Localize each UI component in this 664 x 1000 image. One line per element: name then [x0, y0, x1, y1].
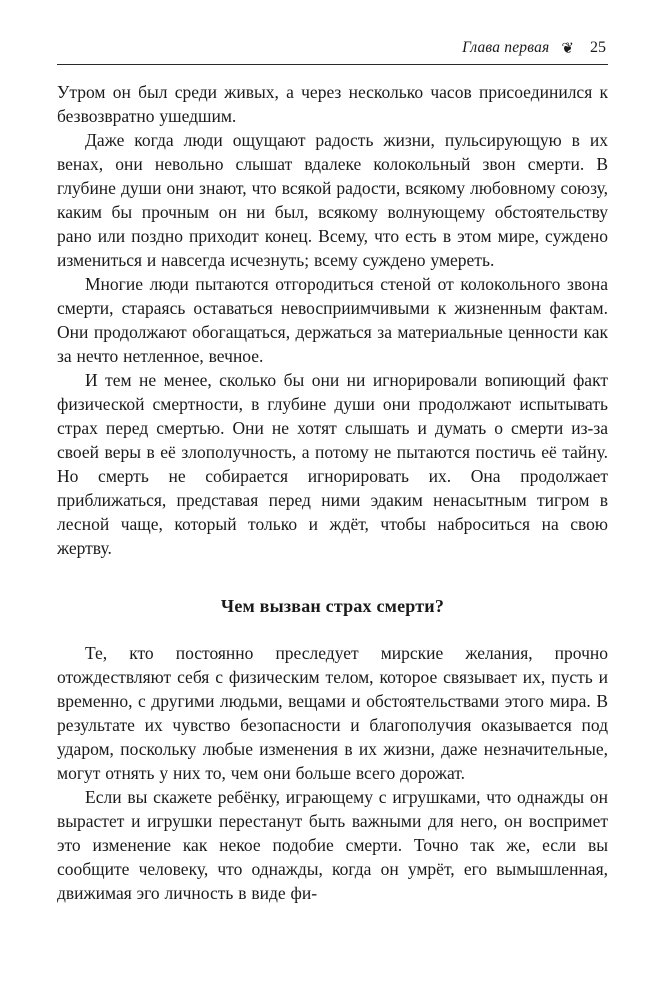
- header-rule: [57, 64, 608, 65]
- floral-ornament-icon: ❦: [561, 41, 574, 57]
- paragraph: И тем не менее, сколько бы они ни игнорировали вопиющий факт физической смертности, в глубине души они продолжают испытывать страх перед смертью. Они не хотят слышать и думать о смерти из-за своей веры в её злополучность, а потому не пытаются постичь её тайну. Но смерть не собирается игнорировать их. Она продолжает приближаться, представая перед ними эдаким ненасытным тигром в лесной чаще, который только и ждёт, чтобы наброситься на свою жертву.: [57, 370, 608, 558]
- running-header: [57, 38, 608, 57]
- paragraph: Те, кто постоянно преследует мирские желания, прочно отождествляют себя с физическим телом, которое связывает их, пусть и временно, с другими людьми, вещами и обстоятельствами этого мира. В результате их чувство безопасности и благополучия оказывается под ударом, поскольку любые изменения в их жизни, даже незначительные, могут отнять у них то, чем они больше всего дорожат.: [57, 643, 608, 783]
- section-heading: Чем вызван страх смерти?: [220, 596, 445, 616]
- page-number: 25: [590, 39, 606, 56]
- chapter-title: Глава первая: [462, 39, 550, 56]
- paragraph: Если вы скажете ребёнку, играющему с игрушками, что однажды он вырастет и игрушки перестанут быть важными для него, он воспримет это изменение как некое подобие смерти. Точно так же, если вы сообщите человеку, что однажды, когда он умрёт, его вымышленная, движимая эго личность в виде фи-: [57, 787, 608, 903]
- text-block: [57, 38, 608, 905]
- paragraph: Многие люди пытаются отгородиться стеной от колокольного звона смерти, стараясь оставаться невосприимчивыми к жизненным фактам. Они продолжают обогащаться, держаться за материальные ценности как за нечто нетленное, вечное.: [57, 274, 608, 366]
- paragraph: Даже когда люди ощущают радость жизни, пульсирующую в их венах, они невольно слышат вдалеке колокольный звон смерти. В глубине души они знают, что всякой радости, всякому любовному союзу, каким бы прочным он ни был, всякому волнующему обстоятельству рано или поздно приходит конец. Всему, что есть в этом мире, суждено измениться и навсегда исчезнуть; всему суждено умереть.: [57, 130, 608, 270]
- paragraph: Утром он был среди живых, а через несколько часов присоединился к безвозвратно ушедшим.: [57, 82, 608, 126]
